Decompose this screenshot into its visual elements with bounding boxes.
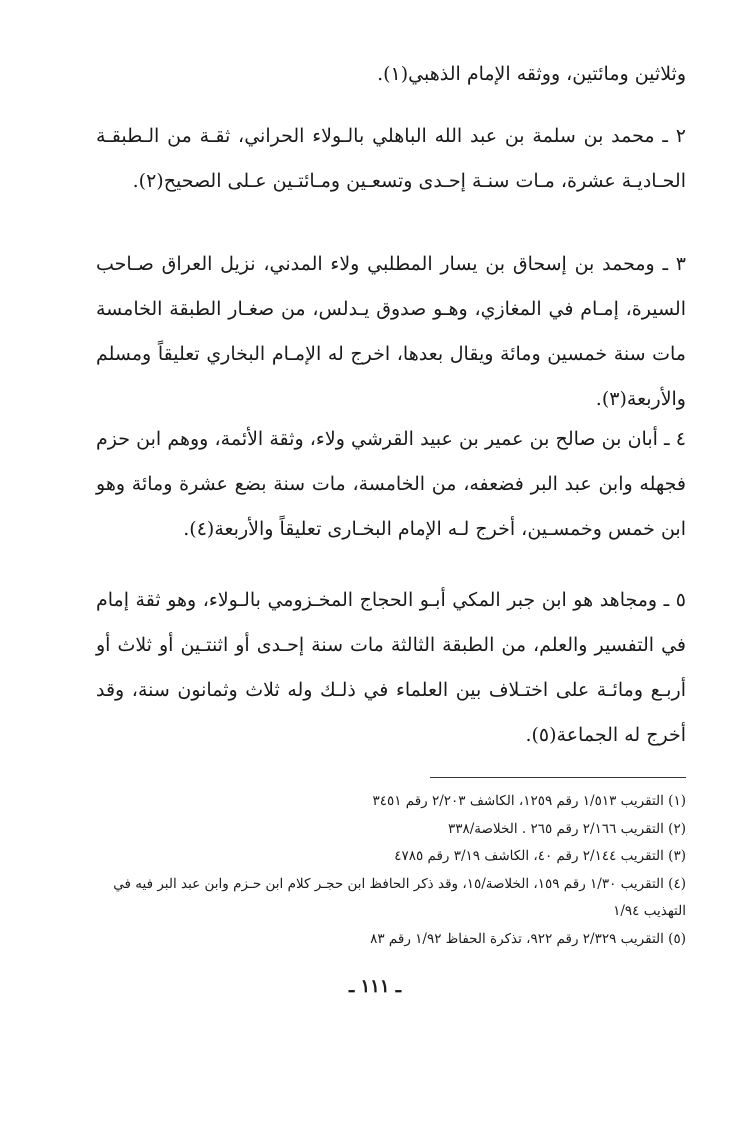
paragraph-entry-5-block bbox=[96, 578, 686, 758]
paragraph-2: ٢ ـ محمد بن سلمة بن عبد الله الباهلي بالـولاء الحراني، ثقـة من الـطبقـة الحـاديـة عشرة، مـات سنـة إحـدى وتسعـين ومـائتـين عـلى الصحيح(٢). bbox=[96, 125, 686, 192]
paragraph-entry-3-block bbox=[96, 242, 686, 422]
footnote-2: (٢) التقريب ٢/١٦٦ رقم ٢٦٥ . الخلاصة/٣٣٨ bbox=[447, 820, 686, 837]
footnote-separator bbox=[430, 777, 686, 778]
paragraph-1: وثلاثين ومائتين، ووثقه الإمام الذهبي(١). bbox=[377, 63, 686, 85]
footnote-5: (٥) التقريب ٢/٣٢٩ رقم ٩٢٢، تذكرة الحفاظ ١/٩٢ رقم ٨٣ bbox=[370, 930, 686, 947]
paragraph-entry-4-block bbox=[96, 417, 686, 552]
footnote-1: (١) التقريب ١/٥١٣ رقم ١٢٥٩، الكاشف ٢/٢٠٣ رقم ٣٤٥١ bbox=[372, 793, 686, 809]
paragraph-continuation-block bbox=[96, 52, 686, 97]
paragraph-4: ٤ ـ أبان بن صالح بن عمير بن عبيد القرشي ولاء، وثقة الأئمة، ووهم ابن حزم فجهله وابن عبد البر فضعفه، من الخامسة، مات سنة بضع عشرة ومائة وهو ابن خمس وخمسـين، أخرج لـه الإمام البخـارى تعليقاً والأربعة(٤). bbox=[96, 428, 686, 540]
paragraph-3: ٣ ـ ومحمد بن إسحاق بن يسار المطلبي ولاء المدني، نزيل العراق صـاحب السيرة، إمـام في المغازي، وهـو صدوق يـدلس، من صغـار الطبقة الخامسة مات سنة خمسين ومائة ويقال بعدها، اخرج له الإمـام البخاري تعليقاً ومسلم والأربعة(٣). bbox=[96, 253, 686, 410]
page-number: ـ ١١١ ـ bbox=[348, 976, 402, 997]
paragraph-5: ٥ ـ ومجاهد هو ابن جبر المكي أبـو الحجاج المخـزومي بالـولاء، وهو ثقة إمام في التفسير والعلم، من الطبقة الثالثة مات سنة إحـدى أو اثنتـين أو ثلاث أو أربـع ومائـة على اختـلاف بين العلماء في ذلـك وله ثلاث وثمانون سنة، وقد أخرج له الجماعة(٥). bbox=[96, 589, 686, 746]
footnote-3: (٣) التقريب ٢/١٤٤ رقم ٤٠، الكاشف ٣/١٩ رقم ٤٧٨٥ bbox=[394, 848, 686, 864]
paragraph-entry-2-block bbox=[96, 114, 686, 204]
footnotes-block bbox=[96, 788, 686, 953]
footnote-4: (٤) التقريب ١/٣٠ رقم ١٥٩، الخلاصة/١٥، وقد ذكر الحافظ ابن حجـر كلام ابن حـزم وابن عبد البر فيه في التهذيب ١/٩٤ bbox=[113, 875, 686, 919]
